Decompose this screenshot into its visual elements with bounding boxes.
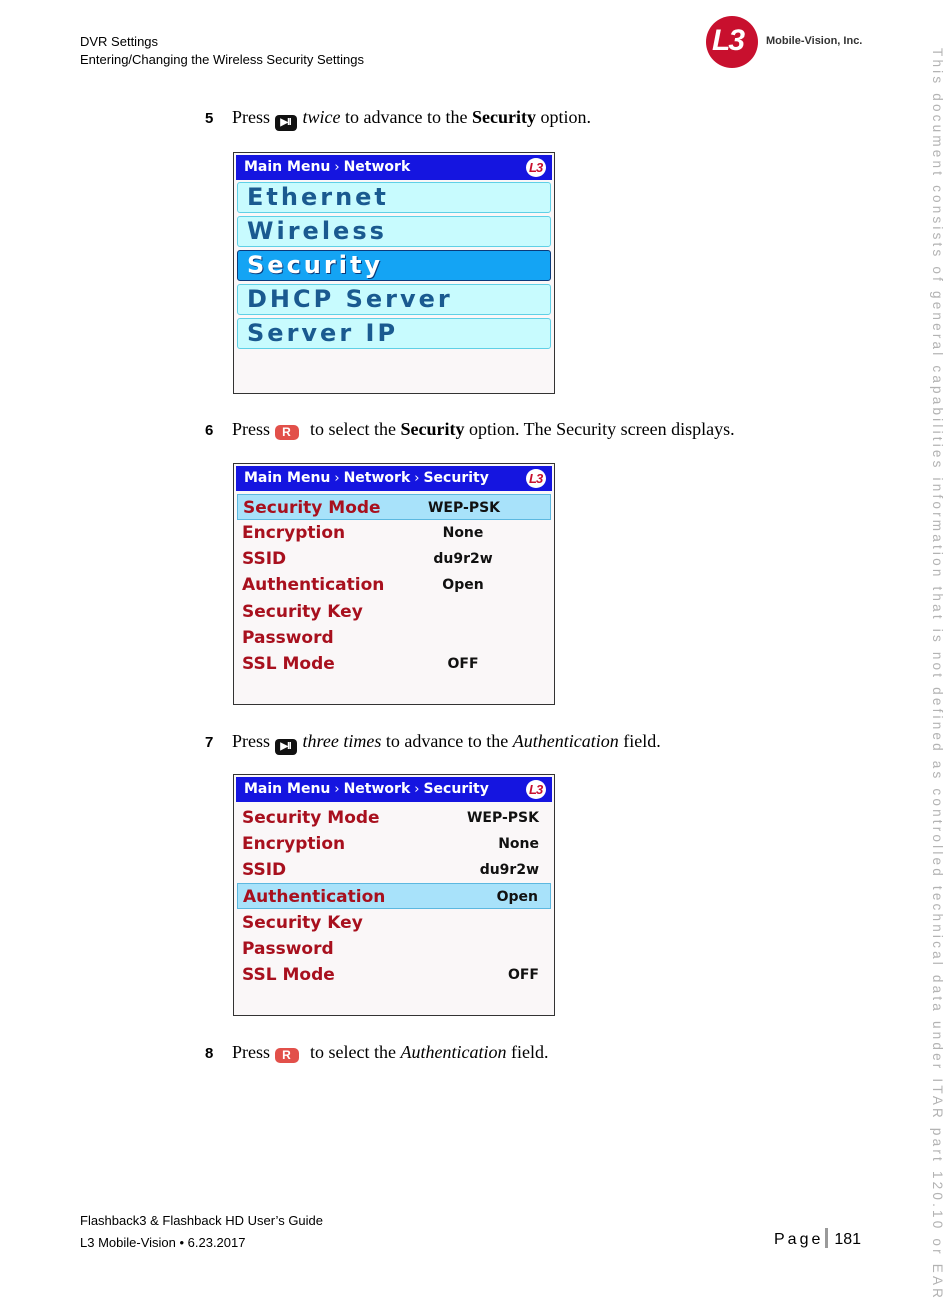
chevron-right-icon: ›	[334, 160, 340, 175]
header-section-title: DVR Settings	[80, 34, 159, 49]
field-password[interactable]: Password	[242, 939, 334, 959]
breadcrumb-security: Security	[423, 781, 489, 797]
breadcrumb-main-menu: Main Menu	[244, 470, 331, 486]
step-number: 7	[205, 734, 214, 751]
menu-item-wireless[interactable]: Wireless	[237, 216, 551, 247]
field-authentication[interactable]: Authentication Open	[237, 883, 551, 909]
chevron-right-icon: ›	[414, 471, 420, 486]
step-7: 7 Press ▶II three times to advance to the Authentication field.	[205, 730, 661, 755]
security-screen	[233, 463, 555, 705]
breadcrumb-main-menu: Main Menu	[244, 781, 331, 797]
step-8: 8 Press R to select the Authentication field.	[205, 1041, 548, 1065]
field-security-key[interactable]: Security Key	[242, 913, 363, 933]
page-number-value: 181	[834, 1231, 862, 1248]
page-header	[80, 33, 364, 69]
footer-guide-title: Flashback3 & Flashback HD User’s Guide	[80, 1213, 324, 1228]
step-5: 5 Press ▶II twice to advance to the Security option.	[205, 106, 591, 131]
breadcrumb-network: Network	[343, 781, 411, 797]
chevron-right-icon: ›	[334, 782, 340, 797]
field-encryption[interactable]: Encryption None	[242, 834, 539, 854]
breadcrumb-security: Security	[423, 470, 489, 486]
step-6: 6 Press R to select the Security option. The Security screen displays.	[205, 418, 735, 442]
play-pause-button-icon: ▶II	[275, 115, 297, 131]
network-menu-screen	[233, 152, 555, 394]
field-ssl-mode[interactable]: SSL Mode OFF	[242, 965, 539, 985]
r-button-icon: R	[275, 1048, 299, 1063]
breadcrumb-network: Network	[343, 470, 411, 486]
chevron-right-icon: ›	[414, 782, 420, 797]
company-name: Mobile-Vision, Inc.	[766, 35, 863, 47]
l3-logo-icon: L3	[706, 16, 758, 68]
breadcrumb-network: Network	[343, 159, 411, 175]
menu-item-ethernet[interactable]: Ethernet	[237, 182, 551, 213]
screen-titlebar	[236, 466, 552, 491]
screen-titlebar	[236, 777, 552, 802]
page-label: Page	[774, 1231, 824, 1248]
l3-logo-icon: L3	[526, 780, 546, 799]
step-number: 8	[205, 1045, 214, 1062]
play-pause-button-icon: ▶II	[275, 739, 297, 755]
field-security-mode[interactable]: Security Mode WEP-PSK	[237, 494, 551, 520]
security-screen-authentication	[233, 774, 555, 1016]
header-subsection-title: Entering/Changing the Wireless Security Settings	[80, 52, 364, 67]
l3-logo-icon: L3	[526, 469, 546, 488]
page-footer	[80, 1210, 323, 1254]
company-logo	[706, 16, 876, 68]
field-encryption[interactable]: Encryption None	[242, 523, 484, 543]
step-number: 6	[205, 422, 214, 439]
divider	[825, 1228, 828, 1248]
menu-item-dhcp-server[interactable]: DHCP Server	[237, 284, 551, 315]
menu-item-security[interactable]: Security	[237, 250, 551, 281]
r-button-icon: R	[275, 425, 299, 440]
itar-notice: This document consists of general capabilities information that is not defined as controlled technical data under ITAR part 120.10 or EAR	[930, 48, 945, 1301]
field-ssid[interactable]: SSID du9r2w	[242, 549, 493, 569]
field-security-key[interactable]: Security Key	[242, 602, 363, 622]
page-number	[774, 1228, 861, 1251]
chevron-right-icon: ›	[334, 471, 340, 486]
field-password[interactable]: Password	[242, 628, 334, 648]
field-ssid[interactable]: SSID du9r2w	[242, 860, 539, 880]
field-authentication[interactable]: Authentication Open	[242, 575, 484, 595]
field-security-mode[interactable]: Security Mode WEP-PSK	[242, 808, 539, 828]
step-number: 5	[205, 110, 214, 127]
l3-logo-icon: L3	[526, 158, 546, 177]
menu-item-server-ip[interactable]: Server IP	[237, 318, 551, 349]
screen-titlebar	[236, 155, 552, 180]
footer-publisher-date: L3 Mobile-Vision • 6.23.2017	[80, 1235, 246, 1250]
breadcrumb-main-menu: Main Menu	[244, 159, 331, 175]
field-ssl-mode[interactable]: SSL Mode OFF	[242, 654, 479, 674]
